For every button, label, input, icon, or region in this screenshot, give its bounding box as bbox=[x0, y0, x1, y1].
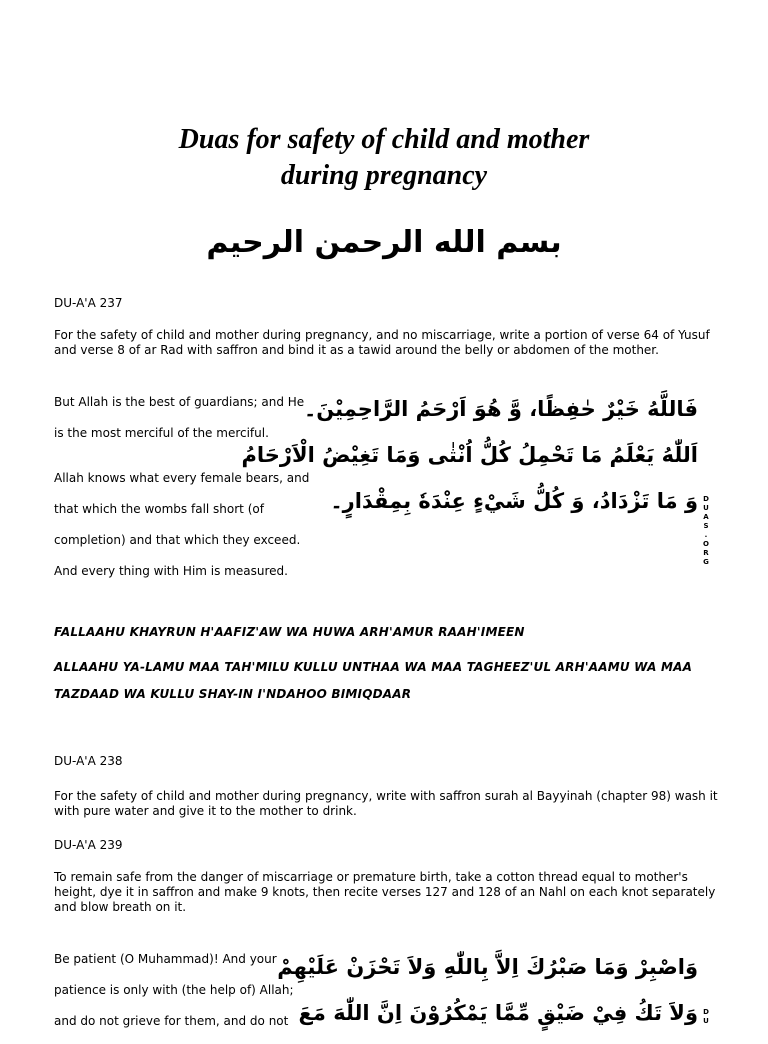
duas-org-watermark: D U A S . O R G bbox=[703, 495, 709, 566]
translation-line: is the most merciful of the merciful. bbox=[54, 426, 269, 440]
dua-238-label: DU-A'A 238 bbox=[54, 754, 123, 768]
dua-239-arabic bbox=[277, 944, 698, 1036]
translation-line: Be patient (O Muhammad)! And your bbox=[54, 952, 277, 966]
title-line-1: Duas for safety of child and mother bbox=[178, 124, 590, 155]
arabic-line: وَلاَ تَكُ فِيْ ضَيْقٍ مِّمَّا يَمْكُرُوْنَ اِنَّ اللّٰهَ مَعَ bbox=[298, 1001, 698, 1025]
dua-237-arabic bbox=[241, 386, 698, 524]
translation-line: completion) and that which they exceed. bbox=[54, 533, 301, 547]
transliteration-line: FALLAAHU KHAYRUN H'AAFIZ'AW WA HUWA ARH'AMUR RAAH'IMEEN bbox=[54, 625, 525, 639]
dua-237-translation bbox=[54, 394, 334, 594]
arabic-line: فَاللَّهُ خَيْرٌ حٰفِظًا، وَّ هُوَ اَرْحَمُ الرَّاحِمِيْنَ۔ bbox=[303, 397, 698, 421]
title-line-2: during pregnancy bbox=[280, 160, 488, 191]
translation-line: Allah knows what every female bears, and bbox=[54, 471, 310, 485]
dua-238-description: For the safety of child and mother during pregnancy, write with saffron surah al Bayyinah (chapter 98) wash it with pure water and give it to the mother to drink. bbox=[54, 789, 718, 818]
dua-237-transliteration bbox=[54, 619, 734, 708]
bismillah-calligraphy: بسم الله الرحمن الرحيم bbox=[206, 225, 562, 260]
transliteration-line: TAZDAAD WA KULLU SHAY-IN I'NDAHOO BIMIQDAAR bbox=[54, 687, 412, 701]
translation-line: and do not grieve for them, and do not bbox=[54, 1014, 289, 1028]
arabic-line: وَ مَا تَزْدَادُ، وَ كُلُّ شَيْءٍ عِنْدَهٗ بِمِقْدَارٍ۔ bbox=[330, 489, 698, 513]
translation-line: patience is only with (the help of) Allah; bbox=[54, 983, 294, 997]
arabic-line: وَاصْبِرْ وَمَا صَبْرُكَ اِلاَّ بِاللّٰهِ وَلاَ تَحْزَنْ عَلَيْهِمْ bbox=[277, 955, 698, 979]
translation-line: And every thing with Him is measured. bbox=[54, 564, 288, 578]
dua-237-label: DU-A'A 237 bbox=[54, 296, 123, 310]
translation-line: that which the wombs fall short (of bbox=[54, 502, 264, 516]
transliteration-line: ALLAAHU YA-LAMU MAA TAH'MILU KULLU UNTHAA WA MAA TAGHEEZ'UL ARH'AAMU WA MAA bbox=[54, 660, 693, 674]
dua-237-description: For the safety of child and mother during pregnancy, and no miscarriage, write a portion of verse 64 of Yusuf and verse 8 of ar Rad with saffron and bind it as a tawid around the belly or abdomen of the mother. bbox=[54, 328, 710, 357]
dua-239-description: To remain safe from the danger of miscarriage or premature birth, take a cotton thread equal to mother's height, dye it in saffron and make 9 knots, then recite verses 127 and 128 of an Nahl on each knot separately and blow breath on it. bbox=[54, 870, 716, 914]
duas-org-watermark-2: D U bbox=[703, 1008, 709, 1025]
page-title bbox=[0, 122, 768, 194]
dua-239-label: DU-A'A 239 bbox=[54, 838, 123, 852]
translation-line: But Allah is the best of guardians; and He bbox=[54, 395, 305, 409]
arabic-line: اَللّٰهُ يَعْلَمُ مَا تَحْمِلُ كُلُّ اُنْثٰى وَمَا تَغِيْضُ الْاَرْحَامُ bbox=[241, 443, 698, 467]
